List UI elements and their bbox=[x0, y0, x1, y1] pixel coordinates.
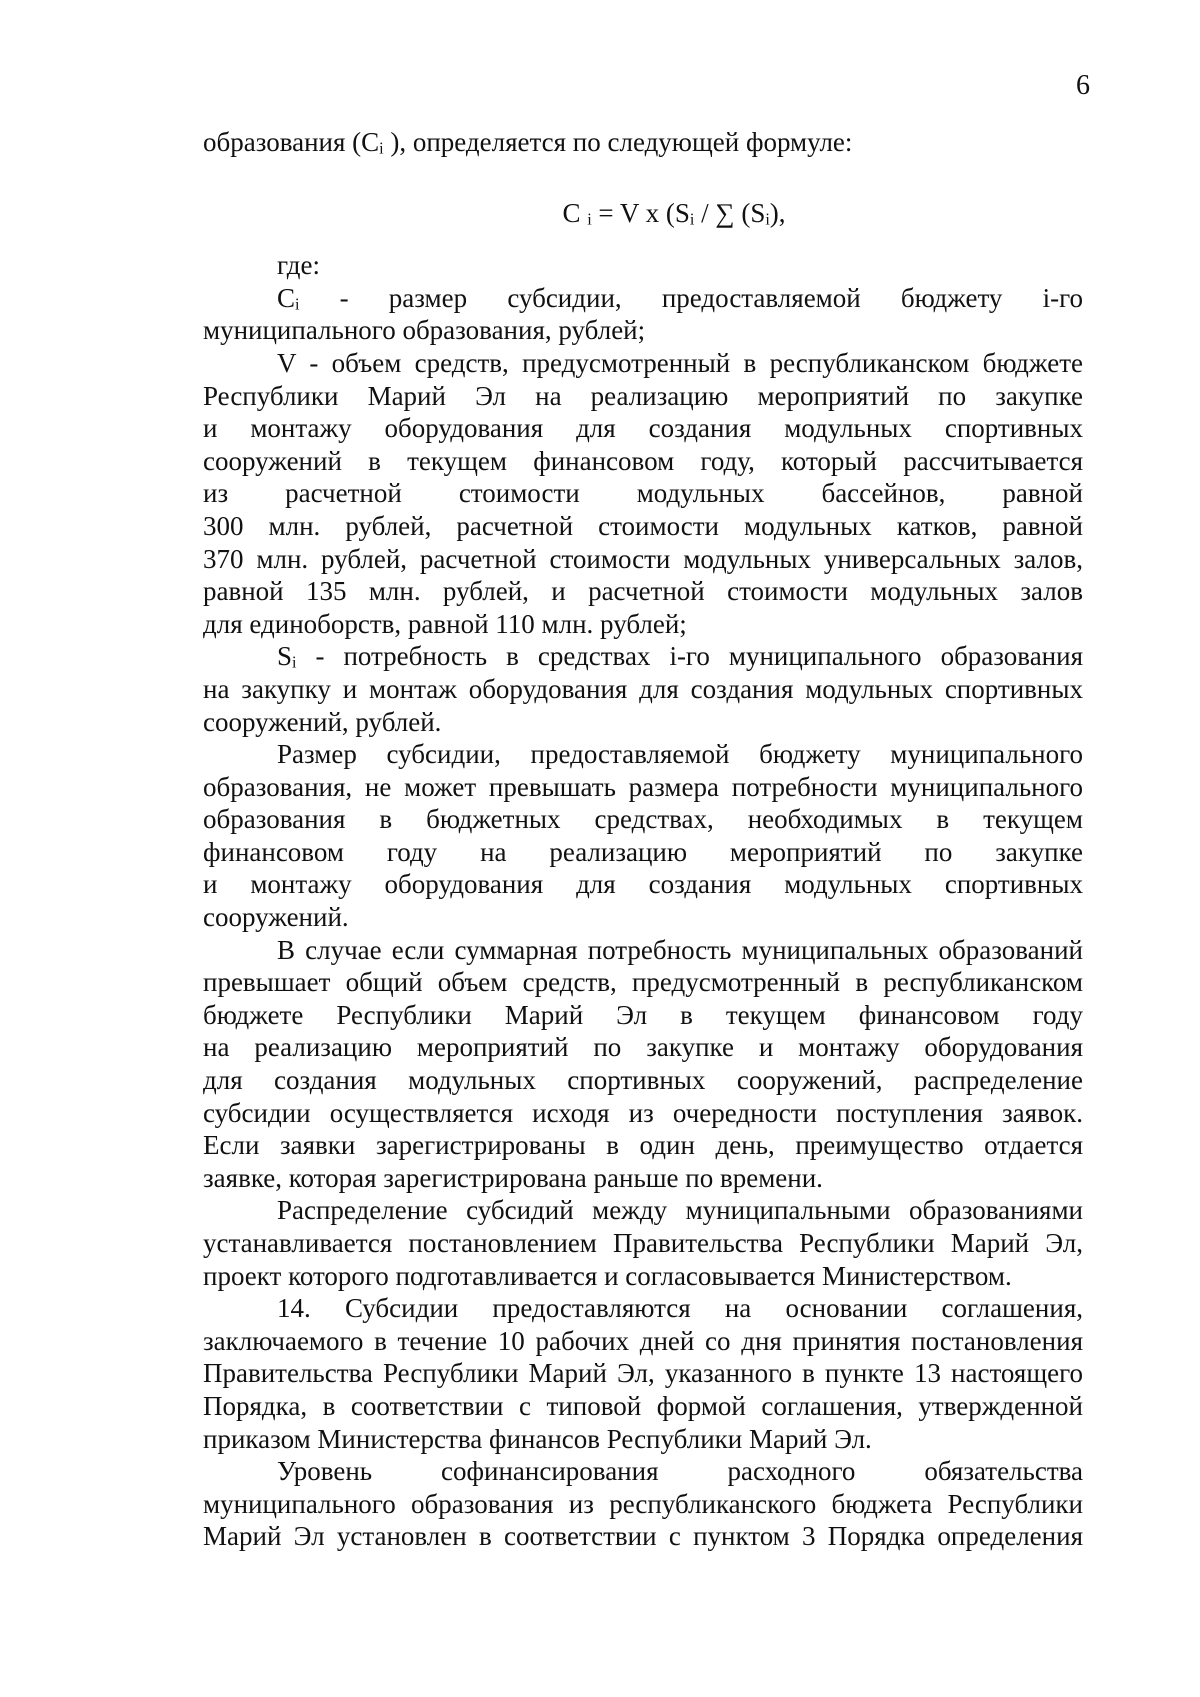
paragraph-excess-line: В случае если суммарная потребность муниципальных образований bbox=[277, 934, 1083, 965]
paragraph-excess-line: на реализацию мероприятий по закупке и монтажу оборудования bbox=[203, 1032, 1083, 1063]
paragraph-distribution-line: устанавливается постановлением Правительства Республики Марий Эл, bbox=[203, 1228, 1083, 1258]
paragraph-limit-line: финансовом году на реализацию мероприятий по закупке bbox=[203, 836, 1083, 867]
paragraph-14-line: приказом Министерства финансов Республики Марий Эл. bbox=[203, 1423, 872, 1454]
subsidy-formula: C ᵢ = V x (Sᵢ / ∑ (Sᵢ), bbox=[562, 197, 786, 228]
page-number: 6 bbox=[1076, 70, 1090, 101]
paragraph-distribution-line: Распределение субсидий между муниципальными образованиями bbox=[277, 1195, 1083, 1226]
paragraph-cofinancing-line: Марий Эл установлен в соответствии с пунктом 3 Порядка определения bbox=[203, 1521, 1083, 1552]
definition-si-line: на закупку и монтаж оборудования для создания модульных спортивных bbox=[203, 673, 1083, 704]
paragraph-excess-line: для создания модульных спортивных сооружений, распределение bbox=[203, 1065, 1083, 1096]
definition-v-line: сооружений в текущем финансовом году, который рассчитывается bbox=[203, 445, 1083, 476]
paragraph-limit-line: сооружений. bbox=[203, 902, 349, 933]
paragraph-excess-line: бюджете Республики Марий Эл в текущем финансовом году bbox=[203, 999, 1083, 1030]
paragraph-cofinancing-line: Уровень софинансирования расходного обязательства bbox=[277, 1456, 1083, 1487]
definition-v-line: V - объем средств, предусмотренный в республиканском бюджете bbox=[277, 347, 1083, 378]
paragraph-limit-line: образования в бюджетных средствах, необходимых в текущем bbox=[203, 804, 1083, 835]
definition-si-line: Sᵢ - потребность в средствах i-го муниципального образования bbox=[277, 641, 1083, 672]
document-body bbox=[203, 126, 1083, 1553]
paragraph-cofinancing-line: муниципального образования из республиканского бюджета Республики bbox=[203, 1488, 1083, 1519]
paragraph-14-line: заключаемого в течение 10 рабочих дней со дня принятия постановления bbox=[203, 1325, 1083, 1356]
intro-line: образования (Cᵢ ), определяется по следующей формуле: bbox=[203, 127, 853, 157]
paragraph-excess-line: превышает общий объем средств, предусмотренный в республиканском bbox=[203, 967, 1083, 998]
definition-v-line: 370 млн. рублей, расчетной стоимости модульных универсальных залов, bbox=[203, 543, 1083, 574]
paragraph-excess-line: Если заявки зарегистрированы в один день, преимущество отдается bbox=[203, 1130, 1083, 1161]
paragraph-14-line: Порядка, в соответствии с типовой формой соглашения, утвержденной bbox=[203, 1390, 1083, 1421]
paragraph-excess-line: заявке, которая зарегистрирована раньше по времени. bbox=[203, 1162, 823, 1193]
paragraph-excess-line: субсидии осуществляется исходя из очередности поступления заявок. bbox=[203, 1097, 1083, 1128]
definition-v-line: равной 135 млн. рублей, и расчетной стоимости модульных залов bbox=[203, 576, 1083, 607]
definition-si-line: сооружений, рублей. bbox=[203, 706, 442, 737]
definition-v-line: Республики Марий Эл на реализацию мероприятий по закупке bbox=[203, 380, 1083, 411]
paragraph-limit-line: образования, не может превышать размера потребности муниципального bbox=[203, 771, 1083, 802]
paragraph-limit-line: Размер субсидии, предоставляемой бюджету муниципального bbox=[277, 739, 1083, 770]
paragraph-14-line: Правительства Республики Марий Эл, указанного в пункте 13 настоящего bbox=[203, 1358, 1083, 1389]
definition-v-line: из расчетной стоимости модульных бассейнов, равной bbox=[203, 478, 1083, 509]
paragraph-distribution-line: проект которого подготавливается и согласовывается Министерством. bbox=[203, 1260, 1012, 1291]
definition-ci-line: Cᵢ - размер субсидии, предоставляемой бюджету i-го bbox=[277, 282, 1083, 313]
definition-ci-line: муниципального образования, рублей; bbox=[203, 315, 646, 346]
paragraph-limit-line: и монтажу оборудования для создания модульных спортивных bbox=[203, 869, 1083, 900]
where-label: где: bbox=[277, 250, 320, 281]
definition-v-line: для единоборств, равной 110 млн. рублей; bbox=[203, 608, 687, 639]
definition-v-line: и монтажу оборудования для создания модульных спортивных bbox=[203, 413, 1083, 444]
paragraph-14-line: 14. Субсидии предоставляются на основании соглашения, bbox=[277, 1293, 1083, 1324]
definition-v-line: 300 млн. рублей, расчетной стоимости модульных катков, равной bbox=[203, 510, 1083, 541]
